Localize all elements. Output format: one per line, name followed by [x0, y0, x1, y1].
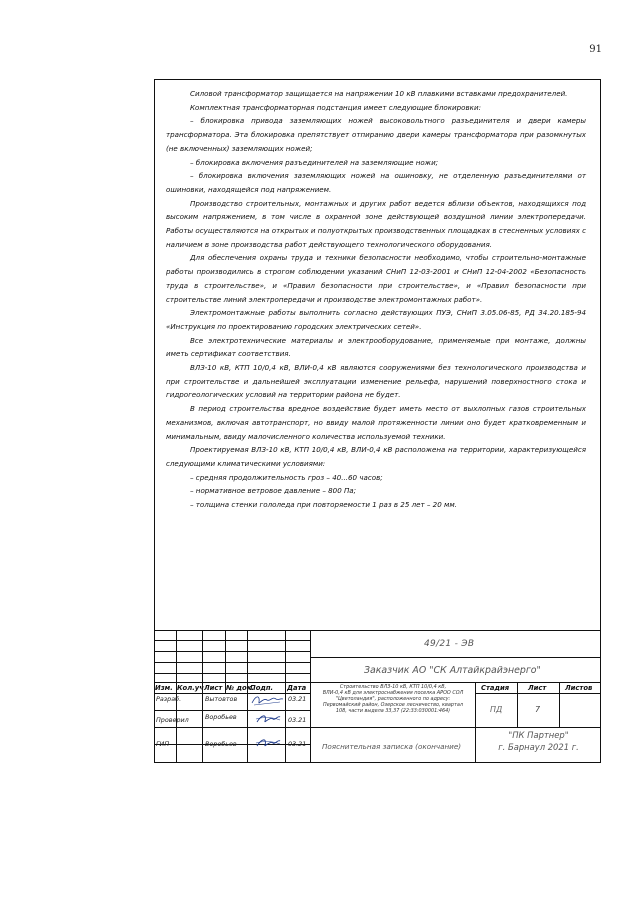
document-name: Пояснительная записка (окончание) — [322, 742, 462, 751]
page-number: 91 — [589, 44, 602, 55]
row-date: 03.21 — [288, 695, 307, 703]
header-n-dok: № док. — [226, 684, 254, 692]
description-line: Строительство ВЛЗ-10 кВ, КТП 10/0,4 кВ, — [339, 684, 447, 690]
row-name: Воробьев — [205, 713, 237, 721]
row-role: Проверил — [156, 716, 189, 724]
row-role: ГИП — [156, 740, 170, 748]
signature-developer — [250, 693, 284, 708]
header-kol-uch: Кол.уч — [177, 684, 204, 692]
list-item: – средняя продолжительность гроз – 40...60 часов; — [190, 472, 383, 482]
customer: Заказчик АО "СК Алтайкрайэнерго" — [364, 665, 541, 676]
row-name: Воробьев — [205, 740, 237, 748]
list-item: – толщина стенки гололеда при повторяемости 1 раз в 25 лет – 20 мм. — [190, 500, 457, 510]
signature-gip — [254, 735, 282, 750]
paragraph: Комплектная трансформаторная подстанция имеет следующие блокировки: — [190, 102, 481, 112]
document-code: 49/21 - ЭВ — [424, 639, 475, 649]
description-line: Первомайский район, Озерское лесничество, квартал — [323, 702, 463, 709]
paragraph: – блокировка включения заземляющих ножей на ошиновку, не отделенную разъединителями от ошиновки, находящейся под напряжением. — [166, 171, 586, 194]
row-date: 03.21 — [288, 716, 307, 724]
header-izm: Изм. — [155, 684, 173, 692]
stage-value: ПД — [490, 705, 503, 714]
sheet-header: Лист — [528, 684, 547, 692]
description-line: 108, части выдела 33,37 (22:33:030001:464) — [335, 708, 451, 715]
paragraph: – блокировка включения разъединителей на заземляющие ножи; — [190, 157, 439, 167]
sheet-value: 7 — [535, 705, 541, 714]
paragraph: Все электротехнические материалы и электрооборудование, применяемые при монтаже, должны иметь сертификат соответствия. — [166, 335, 586, 359]
row-role: Разраб. — [156, 695, 182, 703]
header-podp: Подп. — [250, 684, 274, 692]
header-list: Лист — [204, 684, 223, 692]
object-description — [312, 684, 474, 714]
company-name: "ПК Партнер" — [508, 730, 569, 740]
header-data: Дата — [287, 684, 307, 692]
row-name: Вытовтов — [205, 695, 238, 703]
paragraph: Производство строительных, монтажных и других работ ведется вблизи объектов, находящихся под высоким напряжением, в том числе в охранной зоне действующей воздушной линии электропередачи. Работы осуществляются на открытых и полуоткрытых производственных площадках в стесненных условиях с наличием в зоне производства работ действующего технологического оборудования. — [166, 198, 586, 249]
paragraph: Электромонтажные работы выполнить согласно действующих ПУЭ, СНиП 3.05.06-85, РД 34.20.185-94 «Инструкция по проектированию городских электрических сетей». — [166, 308, 586, 331]
company-city-year: г. Барнаул 2021 г. — [498, 742, 579, 752]
sheets-header: Листов — [565, 684, 593, 692]
paragraph: В период строительства вредное воздействие будет иметь место от выхлопных газов строительных механизмов, включая автотранспорт, но ввиду малой протяженности линии оно будет кратковременным и минимальным, ввиду малочисленного количества используемой техники. — [166, 404, 586, 441]
row-date: 03.21 — [288, 740, 307, 748]
company-block — [476, 729, 601, 753]
paragraph: Проектируемая ВЛЗ-10 кВ, КТП 10/0,4 кВ, ВЛИ-0,4 кВ расположена на территории, характеризующейся следующими климатическими условиями: — [166, 445, 586, 468]
list-item: – нормативное ветровое давление – 800 Па; — [190, 486, 357, 496]
stage-header: Стадия — [481, 684, 510, 692]
title-block — [154, 630, 601, 763]
description-line: "Цветоландия", расположенного по адресу: — [335, 696, 451, 703]
document-body — [166, 87, 586, 512]
paragraph: ВЛЗ-10 кВ, КТП 10/0,4 кВ, ВЛИ-0,4 кВ являются сооружениями без технологического производства и при строительстве и дальнейшей эксплуатации изменение рельефа, нарушений поверхностного стока и гидрогеологических условий на территории района не будет. — [166, 363, 586, 400]
paragraph: Силовой трансформатор защищается на напряжении 10 кВ плавкими вставками предохранителей. — [190, 89, 568, 98]
paragraph: Для обеспечения охраны труда и техники безопасности необходимо, чтобы строительно-монтажные работы производились в строгом соблюдении указаний СНиП 12-03-2001 и СНиП 12-04-2002 «Безопасность труда в строительстве», и «Правил безопасности при строительстве», и «Правил безопасности при строительстве линий электропередачи и производстве электромонтажных работ». — [166, 253, 586, 304]
paragraph: – блокировка привода заземляющих ножей высоковольтного разъединителя и двери камеры трансформатора. Эта блокировка препятствует отпиранию двери камеры трансформатора при разомкнутых (не включенных) заземляющих ножей; — [166, 116, 586, 153]
description-line: ВЛИ-0,4 кВ для электроснабжения поселка АРОО СОЛ — [322, 690, 464, 697]
signature-checker — [254, 711, 282, 726]
